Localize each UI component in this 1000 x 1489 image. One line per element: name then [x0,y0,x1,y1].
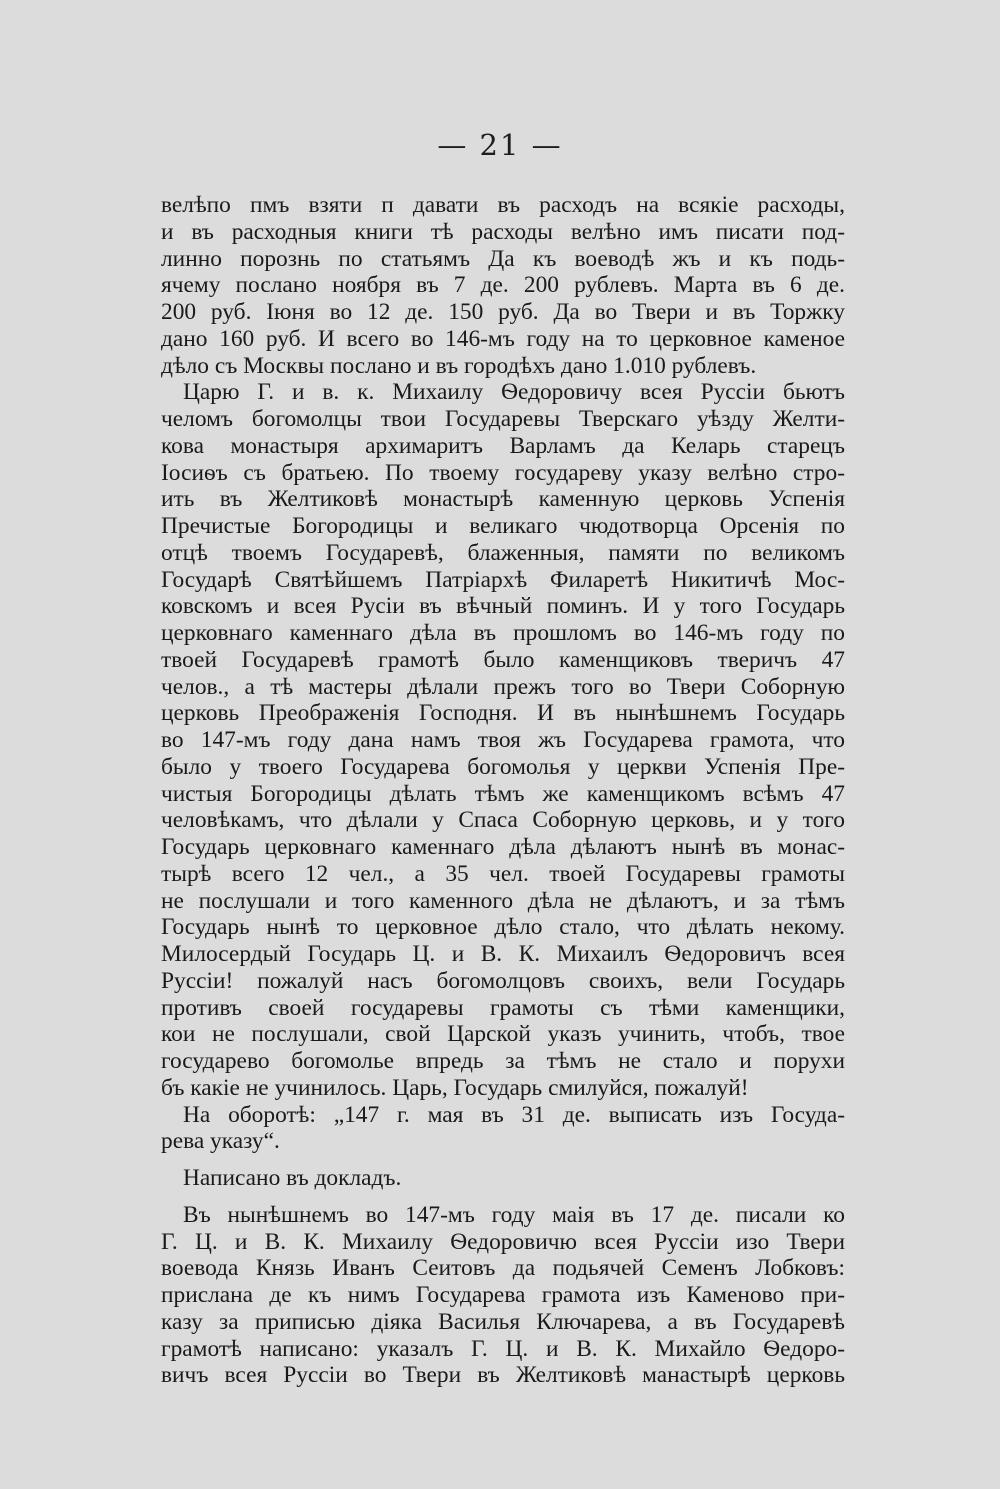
text-line: церковь Преображенія Господня. И въ нынѣшнемъ Государь [161,700,845,727]
text-line: было у твоего Государева богомолья у церкви Успенія Пре- [161,753,845,780]
text-line: Милосердый Государь Ц. и В. К. Михаилъ Ѳедоровичъ всея [161,941,845,967]
text-line: твоей Государевѣ грамотѣ было каменщиковъ тверичъ 47 [161,646,845,673]
text-line: Іосиѳъ съ братьею. По твоему государеву указу велѣно стро- [161,459,845,486]
text-line: Въ нынѣшнемъ во 147-мъ году маія въ 17 де. писали ко [183,1201,845,1228]
text-line: вичъ всея Руссіи во Твери въ Желтиковѣ манастырѣ церковь [161,1362,845,1389]
paragraph [161,1202,845,1389]
text-line: Государь нынѣ то церковное дѣло стало, что дѣлать некому. [161,914,845,941]
text-line: ковскомъ и всея Русіи въ вѣчный поминъ. И у того Государь [161,593,845,620]
text-line: противъ своей государевы грамоты съ тѣми каменщики, [161,994,845,1021]
text-line: велѣпо пмъ взяти п давати въ расходъ на всякіе расходы, [161,192,845,218]
text-line: челомъ богомолцы твои Государевы Тверскагo уѣзду Желти- [161,406,845,432]
text-line: Царю Г. и в. к. Михаилу Ѳедоровичу всея Руссіи бьютъ [183,379,845,406]
text-line: 200 руб. Іюня во 12 де. 150 руб. Да во Твери и въ Торжку [161,299,845,325]
text-line: кои не послушали, свой Царской указъ учинить, чтобъ, твое [161,1021,845,1048]
text-line: не послушали и того каменнoго дѣла не дѣлаютъ, и за тѣмъ [161,887,845,914]
text-line: Государь церковнагo каменнагo дѣла дѣлаютъ нынѣ въ монас- [161,834,845,860]
text-line: прислана де къ нимъ Государева грамота изъ Каменово при- [161,1282,845,1308]
paragraph [161,192,845,379]
text-line: Руссіи! пожалуй насъ богомолцовъ своихъ, вели Государь [161,967,845,994]
text-line: На оборотѣ: „147 г. мая въ 31 де. выписать изъ Госуда- [183,1101,845,1128]
text-line: челов., а тѣ мастеры дѣлали прежъ того во Твери Соборную [161,673,845,700]
text-line: и въ расходныя книги тѣ расходы велѣно имъ писати под- [161,218,845,245]
paragraph [161,1165,845,1192]
text-line: Написано въ докладъ. [183,1165,402,1191]
body-text [161,192,845,1389]
text-line: отцѣ твоемъ Государевѣ, блаженныя, памяти по великомъ [161,539,845,566]
text-line: линно порознь по статьямъ Да къ воеводѣ жъ и къ подь- [161,245,845,272]
text-line: Пречистые Богородицы и великагo чюдотворца Орсенія по [161,513,845,539]
text-line: бъ какіе не учинилось. Царь, Государь смилуйся, пожалуй! [161,1074,749,1101]
paragraph [161,379,845,1101]
page-number: — 21 — [437,128,563,162]
text-line: Государѣ Святѣйшемъ Патріархѣ Филаретѣ Никитичѣ Мос- [161,566,845,593]
text-line: грамотѣ написано: указалъ Г. Ц. и В. К. Михайло Ѳедоро- [161,1335,845,1362]
text-line: государево богомолье впредь за тѣмъ не стало и порухи [161,1048,845,1074]
text-line: человѣкамъ, что дѣлали у Спаса Соборную церковь, и у того [161,807,845,834]
text-line: во 147-мъ году дана намъ твоя жъ Государева грамота, что [161,727,845,753]
text-line: ить въ Желтиковѣ монастырѣ каменную церковь Успенія [161,486,845,513]
text-line: дано 160 руб. И всего во 146-мъ году на то церковное каменое [161,325,845,352]
text-line: дѣло съ Москвы послано и въ городѣхъ дано 1.010 рублевъ. [161,352,757,379]
text-line: рева указу“. [161,1128,280,1155]
paragraph [161,1102,845,1156]
text-line: кова монастыря архимаритъ Варламъ да Келарь старецъ [161,432,845,459]
text-line: тырѣ всего 12 чел., а 35 чел. твоей Государевы грамоты [161,860,845,887]
text-line: воевода Князь Иванъ Сеитовъ да подьячей Семенъ Лобковъ: [161,1255,845,1282]
text-line: Г. Ц. и В. К. Михаилу Ѳедоровичю всея Руссіи изо Твери [161,1228,845,1255]
text-line: церковнагo каменнагo дѣла въ прошломъ во 146-мъ году по [161,620,845,646]
text-line: ячему послано ноября въ 7 де. 200 рублевъ. Марта въ 6 де. [161,272,845,299]
text-line: казу за приписью діяка Василья Ключарева, а въ Государевѣ [161,1308,845,1335]
text-line: чистыя Богородицы дѣлать тѣмъ же каменщикомъ всѣмъ 47 [161,780,845,807]
